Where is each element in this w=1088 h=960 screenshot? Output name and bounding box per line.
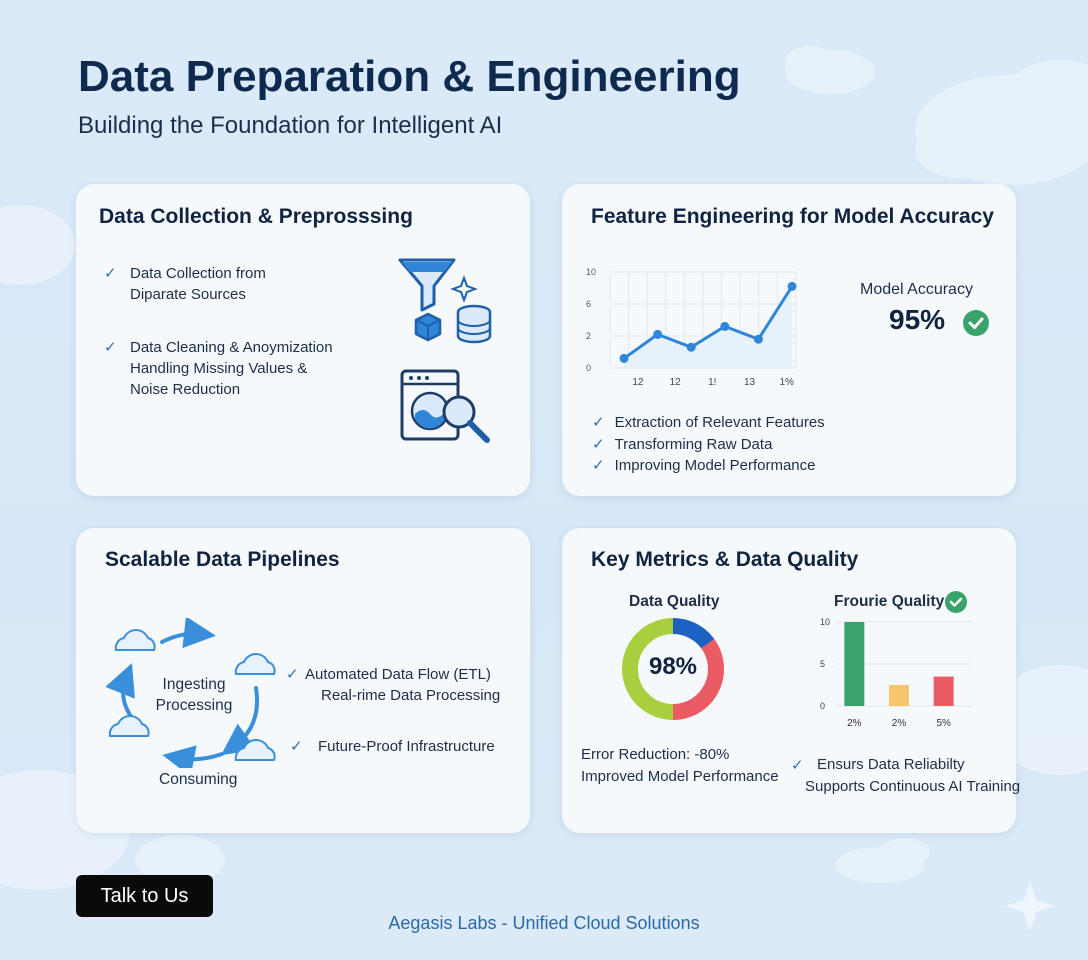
reliability-text: Ensurs Data Reliabilty Supports Continuous AI Training [805,756,1021,795]
donut-center-value: 98% [648,653,698,680]
feature-bullets [592,412,825,477]
y-tick-label: 10 [820,617,831,627]
x-tick-label: 13 [743,377,756,388]
x-tick-label: 5% [936,718,951,729]
y-tick-label: 2 [586,331,592,341]
y-tick-label: 10 [586,268,597,277]
cycle-center-label: Ingesting Processing [155,676,233,714]
pie-slice [673,626,708,644]
data-point [720,322,729,331]
check-circle-icon [962,309,990,337]
collection-item-1: Data Collection from Diparate Sources [130,265,266,303]
check-icon: ✓ [286,666,299,683]
data-point [620,354,629,363]
data-cleaning-icon [399,368,494,452]
card-title: Scalable Data Pipelines [105,548,340,571]
check-circle-icon [944,590,968,614]
page-title: Data Preparation & Engineering [78,52,741,101]
page-subtitle: Building the Foundation for Intelligent AI [78,112,503,139]
bar [934,677,954,706]
donut-title: Data Quality [629,593,720,610]
y-tick-label: 0 [820,701,826,711]
x-tick-label: 1! [708,377,717,388]
check-icon: ✓ [104,265,117,282]
check-icon: ✓ [290,738,303,755]
data-point [788,282,797,291]
accuracy-label: Model Accuracy [860,281,973,298]
check-icon: ✓ [104,339,117,356]
card-title: Data Collection & Preprosssing [99,205,413,228]
y-tick-label: 5 [820,659,826,669]
cycle-bottom-label: Consuming [159,771,238,788]
card-title: Key Metrics & Data Quality [591,548,859,571]
pipeline-item-2: Future-Proof Infrastructure [318,738,495,755]
data-point [754,335,763,344]
feature-engineering-card [562,184,1016,496]
accuracy-value: 95% [889,304,946,335]
card-title: Feature Engineering for Model Accuracy [591,205,994,228]
footer-text: Aegasis Labs - Unified Cloud Solutions [388,913,700,933]
error-reduction-text: Error Reduction: -80% Improved Model Performance [581,746,779,785]
list-item: ✓ Transforming Raw Data [592,435,773,453]
x-tick-label: 1% [779,377,794,388]
pipeline-item-1-sub: Real-rime Data Processing [321,687,501,704]
x-tick-label: 12 [669,377,681,388]
collection-item-2: Data Cleaning & Anoymization Handling Missing Values & Noise Reduction [130,339,333,398]
y-tick-label: 6 [586,299,592,309]
bar [889,685,909,706]
x-tick-label: 2% [847,718,862,729]
data-point [687,343,696,352]
x-tick-label: 12 [632,377,644,388]
x-tick-label: 2% [891,718,907,729]
list-item: ✓ Extraction of Relevant Features [592,414,825,431]
talk-to-us-button[interactable]: Talk to Us [76,875,213,917]
data-collection-card [76,184,530,496]
quality-bar-chart [814,614,974,736]
y-tick-label: 0 [586,363,592,373]
funnel-database-icon [394,256,498,346]
pipeline-item-1: Automated Data Flow (ETL) [305,666,491,683]
data-point [653,330,662,339]
check-icon: ✓ [791,757,804,774]
key-metrics-card [562,528,1021,833]
list-item: ✓ Improving Model Performance [592,457,816,474]
data-pipelines-card [76,528,530,833]
bar-chart-title: Frourie Quality [834,593,945,610]
accuracy-line-chart [576,268,816,388]
bar [844,622,864,706]
